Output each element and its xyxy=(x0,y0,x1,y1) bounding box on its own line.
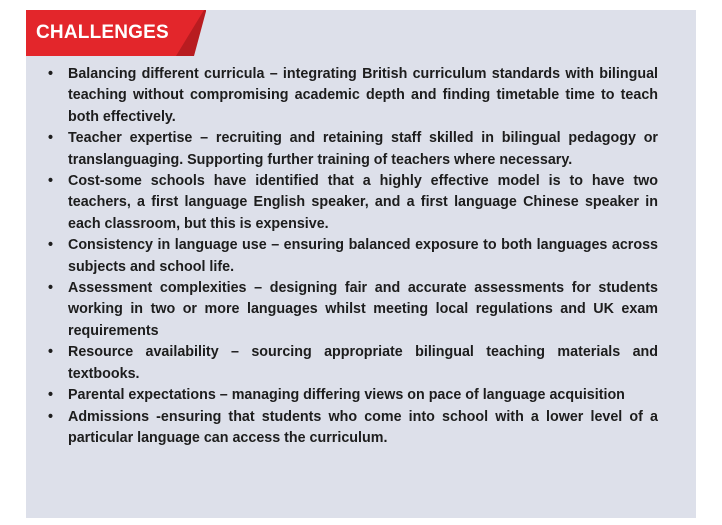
list-item xyxy=(46,385,658,406)
list-item xyxy=(46,278,658,342)
bullet-icon: • xyxy=(48,280,54,297)
bullet-icon: • xyxy=(48,130,54,147)
list-item xyxy=(46,128,658,171)
bullet-icon: • xyxy=(48,173,54,190)
list-item-text: Cost-some schools have identified that a highly effective model is to have two teachers, a first language English speaker, and a first language Chinese speaker in each classroom, but this is expensive. xyxy=(68,173,658,232)
list-item-text: Teacher expertise – recruiting and retaining staff skilled in bilingual pedagogy or translanguaging. Supporting further training of teachers where necessary. xyxy=(68,130,658,168)
list-item xyxy=(46,64,658,128)
bullet-icon: • xyxy=(48,408,54,425)
list-item-text: Consistency in language use – ensuring balanced exposure to both languages across subjects and school life. xyxy=(68,237,658,275)
challenges-header-tag xyxy=(26,10,204,56)
list-item-text: Resource availability – sourcing appropriate bilingual teaching materials and textbooks. xyxy=(68,344,658,382)
list-item-text: Admissions -ensuring that students who come into school with a lower level of a particular language can access the curriculum. xyxy=(68,408,658,446)
bullet-icon: • xyxy=(48,66,54,82)
list-item xyxy=(46,171,658,235)
list-item xyxy=(46,407,658,450)
list-item-text: Parental expectations – managing differing views on pace of language acquisition xyxy=(68,387,625,404)
bullet-icon: • xyxy=(48,387,54,404)
list-item-text: Assessment complexities – designing fair and accurate assessments for students working in two or more languages whilst meeting local regulations and UK exam requirements xyxy=(68,280,658,339)
bullet-icon: • xyxy=(48,237,54,254)
bullet-icon: • xyxy=(48,344,54,361)
challenges-list xyxy=(46,64,658,449)
section-title: CHALLENGES xyxy=(36,22,169,43)
list-item-text: Balancing different curricula – integrating British curriculum standards with bilingual teaching without compromising academic depth and finding timetable time to teach both effectively. xyxy=(68,66,658,125)
list-item xyxy=(46,342,658,385)
list-item xyxy=(46,235,658,278)
